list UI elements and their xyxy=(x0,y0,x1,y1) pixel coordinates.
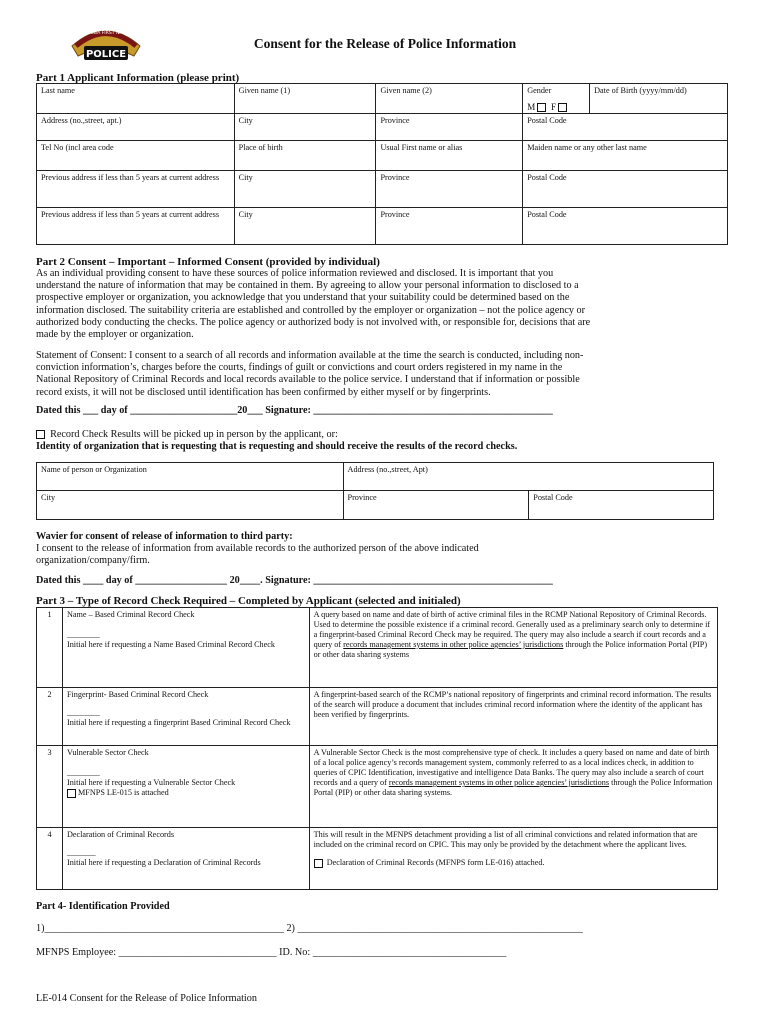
check-description xyxy=(309,688,717,746)
description-text: A fingerprint-based search of the RCMP’s national repository of fingerprints and criminal record information. The results of the search will produce a document that includes criminal record information where the identity of the applicant has been verified by fingerprints. xyxy=(313,690,712,719)
org-name-field[interactable]: Name of person or Organization xyxy=(37,463,344,491)
gender-m-checkbox[interactable] xyxy=(537,103,546,112)
declaration-label: Declaration of Criminal Records (MFNPS form LE-016) attached. xyxy=(326,858,545,867)
identification-lines[interactable]: 1)_______________________________________________ 2) ________________________________________________________ xyxy=(36,923,583,934)
previous-address-2-field[interactable]: Previous address if less than 5 years at current address xyxy=(37,208,235,245)
check-type-cell xyxy=(62,828,309,890)
gender-f-label: F xyxy=(550,101,556,112)
consent-line: information disclosed. The suitability criteria are established and controlled by the employer or organization – not the police agency or xyxy=(36,304,586,316)
form-footer: LE-014 Consent for the Release of Police Information xyxy=(36,993,257,1004)
previous-postal-2-field[interactable]: Postal Code xyxy=(523,208,728,245)
statement-line: Statement of Consent: I consent to a search of all records and information available at the time the search is conducted, including non- xyxy=(36,350,584,361)
logo-word: POLICE xyxy=(85,49,127,60)
declaration-option xyxy=(314,858,713,868)
check-type-name: Declaration of Criminal Records xyxy=(66,830,175,839)
row-number: 4 xyxy=(37,828,63,890)
description-link-text: records management systems in other police agencies’ jurisdictions xyxy=(388,778,610,787)
initial-instruction: Initial here if requesting a Declaration of Criminal Records xyxy=(66,858,261,867)
last-name-field[interactable]: Last name xyxy=(37,84,235,114)
statement-line: record exists, it will not be disclosed until identification has been confirmed by either myself or by fingerprints. xyxy=(36,386,491,398)
check-description xyxy=(309,828,717,890)
row-number: 2 xyxy=(37,688,63,746)
description-text: A query based on name and date of birth of active criminal files in the RCMP National Repository of Criminal Records. Used to determine the possible existence if a criminal record. Generally used as a preliminary search only to determine if a fingerprint-based Criminal Record Check may be required. The query may also include a search if court records and a query of xyxy=(313,610,711,649)
address-field[interactable]: Address (no.,street, apt.) xyxy=(37,114,235,141)
initial-blank[interactable]: ________ xyxy=(66,708,100,717)
org-province-field[interactable]: Province xyxy=(343,491,529,520)
check-type-cell xyxy=(62,608,309,688)
waiver-dated-signature-line[interactable]: Dated this ____ day of __________________ 20____. Signature: _______________________________________________ xyxy=(36,575,553,586)
attachment-label: MFNPS LE-015 is attached xyxy=(78,788,169,797)
postal-code-field[interactable]: Postal Code xyxy=(523,114,728,141)
employee-id-line[interactable]: MFNPS Employee: _______________________________ ID. No: ______________________________________ xyxy=(36,947,507,958)
form-title: Consent for the Release of Police Information xyxy=(253,36,517,51)
waiver-heading: Wavier for consent of release of information to third party: xyxy=(36,531,293,542)
part4-heading: Part 4- Identification Provided xyxy=(36,901,170,912)
check-description xyxy=(309,746,717,828)
organization-identity-heading: Identity of organization that is requesting that is requesting and should receive the results of the record checks. xyxy=(36,441,518,452)
statement-line: conviction information’s, charges before the courts, findings of guilt or convictions and court orders registered in my name in the xyxy=(36,362,563,374)
description-text: A Vulnerable Sector Check is the most comprehensive type of check. It includes a query based on name and date of birth of a local police agency’s records management system, commonly referred to as a local indices check, in addition to queries of CPIC Identification, investigative and intelligence Data Banks. The query may also include a search of court records and a query of xyxy=(313,748,710,787)
given-name-2-field[interactable]: Given name (2) xyxy=(376,84,523,114)
gender-m-label: M xyxy=(527,101,536,112)
previous-city-1-field[interactable]: City xyxy=(234,171,376,208)
attachment-checkbox[interactable] xyxy=(67,789,76,798)
org-postal-code-field[interactable]: Postal Code xyxy=(529,491,714,520)
city-field[interactable]: City xyxy=(234,114,376,141)
dated-signature-line[interactable]: Dated this ___ day of _____________________20___ Signature: _______________________________________________ xyxy=(36,405,553,416)
given-name-1-field[interactable]: Given name (1) xyxy=(234,84,376,114)
informed-consent-paragraph xyxy=(36,268,736,341)
gender-field xyxy=(523,84,590,114)
initial-instruction: Initial here if requesting a Vulnerable Sector Check xyxy=(66,778,236,787)
previous-city-2-field[interactable]: City xyxy=(234,208,376,245)
previous-postal-1-field[interactable]: Postal Code xyxy=(523,171,728,208)
initial-blank[interactable]: ________ xyxy=(66,768,100,777)
description-link-text: records management systems in other police agencies’ jurisdictions xyxy=(343,640,564,649)
consent-line: As an individual providing consent to have these sources of police information reviewed and disclosed. It is important that you xyxy=(36,268,554,279)
description-text: This will result in the MFNPS detachment providing a list of all criminal convictions and related information that are included on the criminal record on CPIC. This may only be provided by the detachment where the applicant lives. xyxy=(313,830,698,849)
row-number: 3 xyxy=(37,746,63,828)
initial-blank[interactable]: ________ xyxy=(66,630,100,639)
row-number: 1 xyxy=(37,608,63,688)
org-address-field[interactable]: Address (no.,street, Apt) xyxy=(343,463,713,491)
check-type-name: Fingerprint- Based Criminal Record Check xyxy=(66,690,209,699)
maiden-name-field[interactable]: Maiden name or any other last name xyxy=(523,141,728,171)
consent-line: prospective employer or organization, you acknowledge that you understand that your suitability could be determined based on the xyxy=(36,292,570,304)
attachment-option xyxy=(67,788,305,798)
check-type-cell xyxy=(62,688,309,746)
description-text-end: through the Police Information Portal (PIP) or other data sharing systems. xyxy=(313,778,713,797)
consent-line: made by the employer or organization. xyxy=(36,329,194,341)
alias-field[interactable]: Usual First name or alias xyxy=(376,141,523,171)
province-field[interactable]: Province xyxy=(376,114,523,141)
part3-heading: Part 3 – Type of Record Check Required – Completed by Applicant (selected and initialed) xyxy=(36,595,461,607)
org-city-field[interactable]: City xyxy=(37,491,344,520)
statement-of-consent xyxy=(36,350,736,399)
tel-no-field[interactable]: Tel No (incl area code xyxy=(37,141,235,171)
consent-line: authorized body conducting the checks. The police agency or authorized body is not involved with, or responsible for, decisions that are xyxy=(36,316,591,328)
previous-province-1-field[interactable]: Province xyxy=(376,171,523,208)
pickup-checkbox[interactable] xyxy=(36,430,45,439)
previous-address-1-field[interactable]: Previous address if less than 5 years at current address xyxy=(37,171,235,208)
applicant-info-table xyxy=(36,83,728,245)
declaration-checkbox[interactable] xyxy=(314,859,323,868)
waiver-line: I consent to the release of information from available records to the authorized person of the above indicated xyxy=(36,543,479,554)
date-of-birth-field[interactable]: Date of Birth (yyyy/mm/dd) xyxy=(590,84,728,114)
initial-instruction: Initial here if requesting a fingerprint Based Criminal Record Check xyxy=(66,718,291,727)
organization-table xyxy=(36,462,714,520)
part1-heading: Part 1 Applicant Information (please print) xyxy=(36,72,240,84)
place-of-birth-field[interactable]: Place of birth xyxy=(234,141,376,171)
previous-province-2-field[interactable]: Province xyxy=(376,208,523,245)
pickup-option xyxy=(36,429,338,441)
check-type-name: Vulnerable Sector Check xyxy=(66,748,149,757)
check-type-cell xyxy=(62,746,309,828)
waiver-text xyxy=(36,543,736,567)
initial-instruction: Initial here if requesting a Name Based Criminal Record Check xyxy=(66,640,275,649)
check-description xyxy=(309,608,717,688)
part2-heading: Part 2 Consent – Important – Informed Consent (provided by individual) xyxy=(36,256,380,268)
pickup-label: Record Check Results will be picked up in person by the applicant, or: xyxy=(50,429,338,440)
statement-line: National Repository of Criminal Records and local records available to the police service. I understand that if information or possible xyxy=(36,374,580,386)
description-text-end: through the Police information Portal (PIP) or other data sharing systems xyxy=(313,640,708,659)
waiver-line: organization/company/firm. xyxy=(36,555,150,567)
check-type-name: Name – Based Criminal Record Check xyxy=(66,610,195,619)
consent-line: understand the nature of information that may be contained in them. By agreeing to allow your personal information to disclosed to a xyxy=(36,280,579,292)
initial-blank[interactable]: _______ xyxy=(66,848,96,857)
gender-f-checkbox[interactable] xyxy=(558,103,567,112)
logo-arc-text: MANITOBA FIRST NATIONS xyxy=(75,31,137,36)
record-check-table xyxy=(36,607,718,890)
gender-label: Gender xyxy=(527,86,552,95)
